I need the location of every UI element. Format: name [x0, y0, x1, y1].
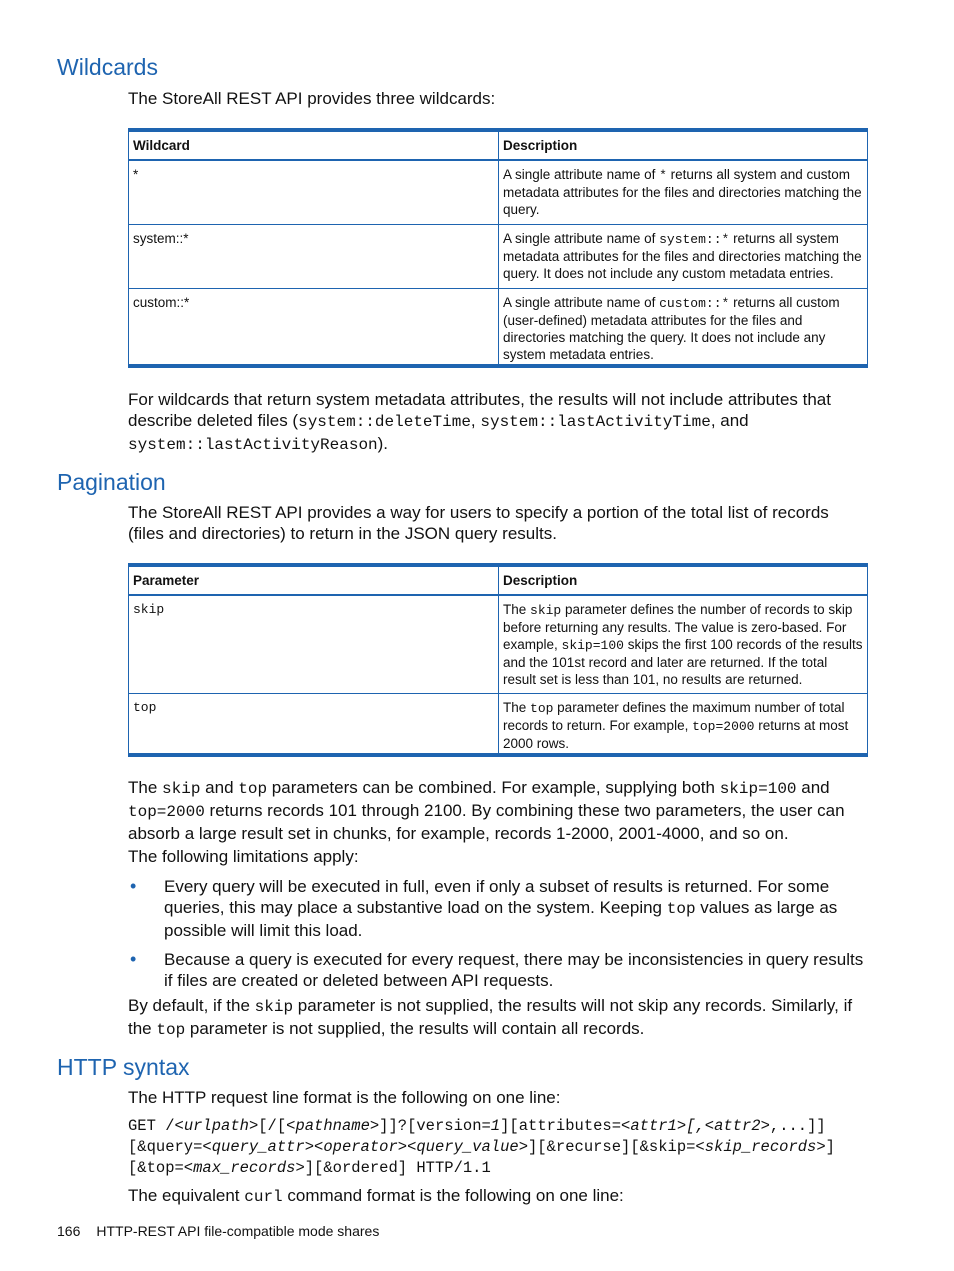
column-header: Parameter	[129, 565, 499, 595]
page-number: 166	[57, 1223, 81, 1239]
wildcards-intro: The StoreAll REST API provides three wildcards:	[128, 89, 496, 108]
parameter-cell: skip	[129, 595, 499, 693]
section-title-pagination: Pagination	[57, 469, 166, 495]
page-footer	[57, 1222, 379, 1240]
list-item: • Because a query is executed for every request, there may be inconsistencies in query results if files are created or deleted between API requests.	[130, 949, 864, 990]
wildcard-cell: custom::*	[129, 288, 499, 366]
description-cell: The skip parameter defines the number of records to skip before returning any results. The value is zero-based. For example, skip=100 skips the first 100 records of the results and the 101st record and later are returned. If the total result set is less than 101, no results are returned.	[499, 595, 868, 693]
wildcards-table	[128, 128, 868, 368]
column-header: Description	[499, 565, 868, 595]
limitations-list	[128, 876, 868, 999]
description-cell: A single attribute name of * returns all system and custom metadata attributes for the files and directories matching the query.	[499, 160, 868, 224]
table-header-row	[129, 565, 868, 595]
footer-text: HTTP-REST API file-compatible mode shares	[96, 1223, 380, 1239]
combine-paragraph: The skip and top parameters can be combined. For example, supplying both skip=100 and top=2000 returns records 101 through 2100. By combining these two parameters, the user can absorb a large result set in chunks, for example, records 1-2000, 2001-4000, and so on.	[128, 778, 845, 843]
bullet-icon: •	[130, 876, 137, 896]
limitations-intro: The following limitations apply:	[128, 847, 359, 866]
section-title-http-syntax: HTTP syntax	[57, 1054, 190, 1080]
column-header: Description	[499, 130, 868, 160]
curl-intro: The equivalent curl command format is the following on one line:	[128, 1186, 624, 1206]
http-syntax-intro: The HTTP request line format is the following on one line:	[128, 1088, 561, 1107]
column-header: Wildcard	[129, 130, 499, 160]
default-paragraph: By default, if the skip parameter is not supplied, the results will not skip any records. Similarly, if the top parameter is not supplied, the results will contain all records.	[128, 996, 853, 1039]
wildcard-cell: *	[129, 160, 499, 224]
description-cell: A single attribute name of custom::* returns all custom (user-defined) metadata attributes for the files and directories matching the query. It does not include any system metadata entries.	[499, 288, 868, 366]
description-cell: The top parameter defines the maximum number of total records to return. For example, top=2000 returns at most 2000 rows.	[499, 693, 868, 755]
section-title-wildcards: Wildcards	[57, 54, 158, 80]
bullet-icon: •	[130, 949, 137, 969]
http-request-line-2: [&query=<query_attr><operator><query_value>][&recurse][&skip=<skip_records>]	[128, 1138, 835, 1156]
http-request-line-1: GET /<urlpath>[/[<pathname>]]?[version=1][attributes=<attr1>[,<attr2>,...]]	[128, 1117, 826, 1135]
pagination-intro: The StoreAll REST API provides a way for users to specify a portion of the total list of records (files and directories) to return in the JSON query results.	[128, 503, 829, 543]
parameter-cell: top	[129, 693, 499, 755]
description-cell: A single attribute name of system::* returns all system metadata attributes for the files and directories matching the query. It does not include any custom metadata entries.	[499, 224, 868, 288]
wildcards-note: For wildcards that return system metadata attributes, the results will not include attributes that describe deleted files (system::deleteTime, system::lastActivityTime, and system::lastActivityReason).	[128, 390, 831, 454]
table-row	[129, 160, 868, 224]
table-row	[129, 224, 868, 288]
table-row	[129, 595, 868, 693]
table-row	[129, 693, 868, 755]
table-header-row	[129, 130, 868, 160]
table-row	[129, 288, 868, 366]
wildcard-cell: system::*	[129, 224, 499, 288]
parameters-table	[128, 563, 868, 757]
http-request-line-3: [&top=<max_records>][&ordered] HTTP/1.1	[128, 1159, 491, 1177]
list-item: • Every query will be executed in full, even if only a subset of results is returned. For some queries, this may place a substantive load on the system. Keeping top values as large as possible will limit this load.	[130, 876, 838, 940]
